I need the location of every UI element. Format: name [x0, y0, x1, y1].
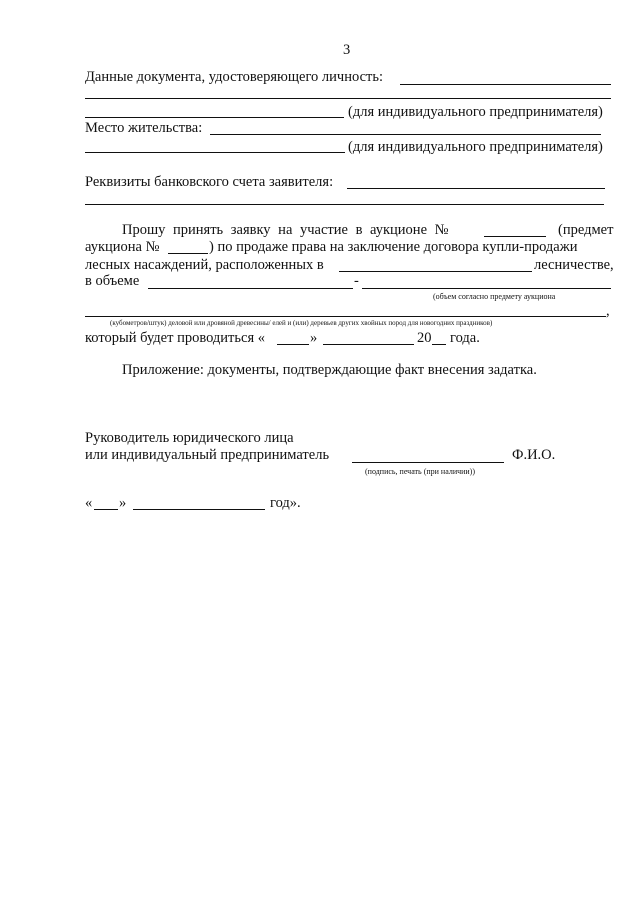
bank-account-label: Реквизиты банковского счета заявителя:: [85, 174, 334, 190]
date-month-line: [133, 509, 265, 510]
request-line-2a: аукциона №: [85, 239, 160, 255]
month-line: [323, 344, 414, 345]
species-line: [85, 316, 606, 317]
date-open: «: [85, 495, 93, 511]
page-number: 3: [343, 42, 351, 58]
identity-doc-line-3: [85, 117, 344, 118]
request-line-1b: (предмет: [558, 222, 614, 238]
auction-subject-line: [168, 253, 208, 254]
request-line-6b: »: [310, 330, 318, 346]
volume-line: [148, 288, 353, 289]
date-day-line: [94, 509, 118, 510]
volume-note: (объем согласно предмету аукциона: [433, 292, 556, 301]
signature-line-2: или индивидуальный предприниматель: [85, 447, 330, 463]
request-line-6a: который будет проводиться «: [85, 330, 265, 346]
individual-note-2: (для индивидуального предпринимателя): [348, 139, 603, 155]
attachment-text: Приложение: документы, подтверждающие факт внесения задатка.: [122, 362, 537, 378]
residence-label: Место жительства:: [85, 120, 203, 136]
request-line-2b: ) по продаже права на заключение договора купли-продажи: [209, 239, 578, 255]
residence-line: [210, 134, 601, 135]
signature-note: (подпись, печать (при наличии)): [365, 467, 476, 476]
volume-line-2: [362, 288, 611, 289]
forestry-line: [339, 271, 532, 272]
request-line-4a: в объеме: [85, 273, 140, 289]
identity-doc-label: Данные документа, удостоверяющего личность:: [85, 69, 383, 85]
bank-account-line: [347, 188, 605, 189]
signature-fio: Ф.И.О.: [512, 447, 556, 463]
species-comma: ,: [606, 303, 610, 319]
individual-note-1: (для индивидуального предпринимателя): [348, 104, 603, 120]
volume-dash: -: [354, 273, 359, 289]
residence-line-2: [85, 152, 345, 153]
request-line-6c: 20: [417, 330, 432, 346]
identity-doc-line-2: [85, 98, 611, 99]
auction-number-line: [484, 236, 546, 237]
request-line-1a: Прошу принять заявку на участие в аукционе №: [122, 222, 449, 238]
date-year: год».: [270, 495, 301, 511]
signature-line: [352, 462, 504, 463]
signature-line-1: Руководитель юридического лица: [85, 430, 294, 446]
request-line-3a: лесных насаждений, расположенных в: [85, 257, 324, 273]
bank-account-line-2: [85, 204, 604, 205]
identity-doc-line: [400, 84, 611, 85]
species-note: (кубометров/штук) деловой или дровяной древесины/ елей и (или) деревьев других хвойных пород для новогодних праздников): [110, 319, 493, 327]
year-line: [432, 344, 446, 345]
request-line-6d: года.: [450, 330, 480, 346]
day-line: [277, 344, 309, 345]
date-close: »: [119, 495, 127, 511]
request-line-3b: лесничестве,: [534, 257, 614, 273]
